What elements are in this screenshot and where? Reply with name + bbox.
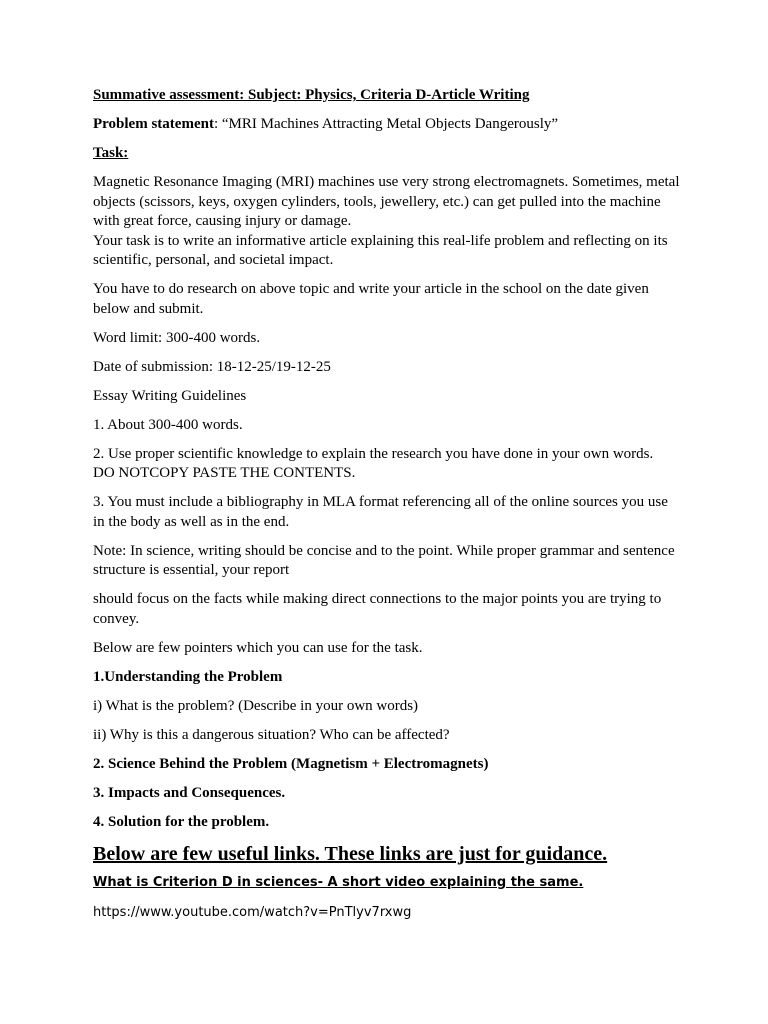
document-page xyxy=(93,86,683,922)
video-url-link[interactable]: https://www.youtube.com/watch?v=PnTlyv7rxwg xyxy=(93,904,412,920)
useful-links-heading: Below are few useful links. These links are just for guidance. xyxy=(93,842,608,865)
video-link-title: What is Criterion D in sciences- A short video explaining the same. xyxy=(93,874,584,890)
submission-date: Date of submission: 18-12-25/19-12-25 xyxy=(93,358,331,375)
note-paragraph: Note: In science, writing should be concise and to the point. While proper grammar and sentence structure is essential, your report xyxy=(93,542,675,578)
guideline-item-3: 3. You must include a bibliography in MLA format referencing all of the online sources you use in the body as well as in the end. xyxy=(93,494,668,530)
guideline-item-2 xyxy=(93,445,683,484)
guideline-item-2-line2: DO NOTCOPY PASTE THE CONTENTS. xyxy=(93,465,356,481)
problem-statement xyxy=(93,115,683,135)
task-heading: Task: xyxy=(93,145,129,161)
pointer-1-question-ii: ii) Why is this a dangerous situation? Who can be affected? xyxy=(93,726,450,743)
research-instruction: You have to do research on above topic and write your article in the school on the date given below and submit. xyxy=(93,281,649,317)
pointer-2-heading: 2. Science Behind the Problem (Magnetism + Electromagnets) xyxy=(93,755,489,772)
guidelines-heading: Essay Writing Guidelines xyxy=(93,387,247,404)
problem-statement-label: Problem statement xyxy=(93,116,214,132)
problem-statement-text: : “MRI Machines Attracting Metal Objects Dangerously” xyxy=(213,116,559,132)
guideline-item-2-line1: 2. Use proper scientific knowledge to explain the research you have done in your own words. xyxy=(93,445,654,462)
task-description-line2: Your task is to write an informative article explaining this real-life problem and reflecting on its scientific, personal, and societal impact. xyxy=(93,232,668,268)
task-description-line1: Magnetic Resonance Imaging (MRI) machines use very strong electromagnets. Sometimes, metal objects (scissors, keys, oxygen cylinders, tools, jewellery, etc.) can get pulled into the machine with great force, causing injury or damage. xyxy=(93,174,680,229)
word-limit: Word limit: 300-400 words. xyxy=(93,329,261,346)
document-title: Summative assessment: Subject: Physics, Criteria D-Article Writing xyxy=(93,87,530,103)
task-description xyxy=(93,173,683,271)
pointer-3-heading: 3. Impacts and Consequences. xyxy=(93,784,286,801)
pointers-intro: Below are few pointers which you can use for the task. xyxy=(93,639,423,656)
note-continuation: should focus on the facts while making direct connections to the major points you are trying to convey. xyxy=(93,591,662,627)
pointer-1-question-i: i) What is the problem? (Describe in your own words) xyxy=(93,697,419,714)
pointer-1-heading: 1.Understanding the Problem xyxy=(93,668,283,685)
pointer-4-heading: 4. Solution for the problem. xyxy=(93,813,270,830)
guideline-item-1: 1. About 300-400 words. xyxy=(93,416,243,433)
